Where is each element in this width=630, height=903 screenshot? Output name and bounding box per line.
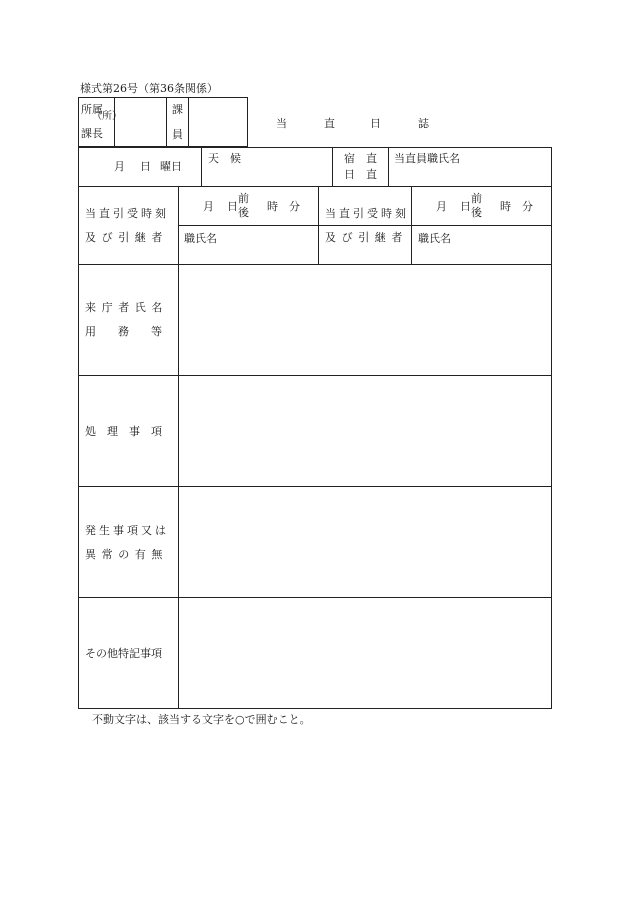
title-char-4: 誌 [418, 117, 429, 130]
other-notes-label: その他特記事項 [85, 647, 162, 660]
handover-go: 後 [238, 206, 249, 219]
incidents-label-line1: 発生事項又は [85, 524, 169, 537]
handover-right-go: 後 [471, 206, 482, 219]
sho-paren-label: （所） [92, 111, 122, 122]
title-char-2: 直 [324, 117, 335, 130]
handover-right-hour: 時 [500, 200, 511, 213]
incidents-label-line2: 異常の有無 [85, 548, 168, 561]
kachou-label: 課長 [81, 127, 103, 140]
actions-field[interactable] [179, 376, 551, 486]
date-day-label: 日 [140, 160, 151, 173]
other-notes-field[interactable] [179, 598, 551, 708]
visitors-field[interactable] [179, 265, 551, 375]
date-weekday-label: 曜日 [160, 160, 182, 173]
handover-right-label-line1: 当直引受時刻 [325, 207, 409, 220]
title-char-1: 当 [276, 117, 287, 130]
weather-label: 天 候 [208, 152, 241, 165]
approval-frame [78, 97, 248, 147]
handover-name-label: 職氏名 [184, 232, 217, 245]
date-month-label: 月 [114, 160, 125, 173]
handover-right-month: 月 [436, 200, 447, 213]
handover-right-label-line2: 及び引継者 [325, 231, 408, 244]
handover-day: 日 [227, 200, 238, 213]
shuku-label: 宿 直 [344, 152, 377, 165]
handover-right-name-label: 職氏名 [418, 232, 451, 245]
handover-right-zen: 前 [471, 192, 482, 205]
handover-zen: 前 [238, 192, 249, 205]
staff-name-label: 当直員職氏名 [394, 152, 460, 165]
form-number: 様式第26号（第36条関係） [80, 82, 218, 95]
title-char-3: 日 [370, 117, 381, 130]
visitors-label-line1: 来庁者氏名 [85, 301, 168, 314]
handover-month: 月 [203, 200, 214, 213]
ka-label: 課 [172, 103, 183, 116]
handover-right-minute: 分 [522, 200, 533, 213]
actions-label: 処 理 事 項 [85, 425, 162, 438]
handover-label-line1: 当直引受時刻 [85, 207, 169, 220]
handover-label-line2: 及び引継者 [85, 231, 168, 244]
shozoku-label: 所属 [81, 103, 103, 116]
handover-right-day: 日 [460, 200, 471, 213]
handover-minute: 分 [289, 200, 300, 213]
nichi-label: 日 直 [344, 168, 377, 181]
visitors-label-line2: 用 務 等 [85, 325, 162, 338]
incidents-field[interactable] [179, 487, 551, 597]
handover-hour: 時 [267, 200, 278, 213]
footnote: 不動文字は、該当する文字を○で囲むこと。 [92, 713, 311, 726]
in-label: 員 [172, 128, 183, 141]
